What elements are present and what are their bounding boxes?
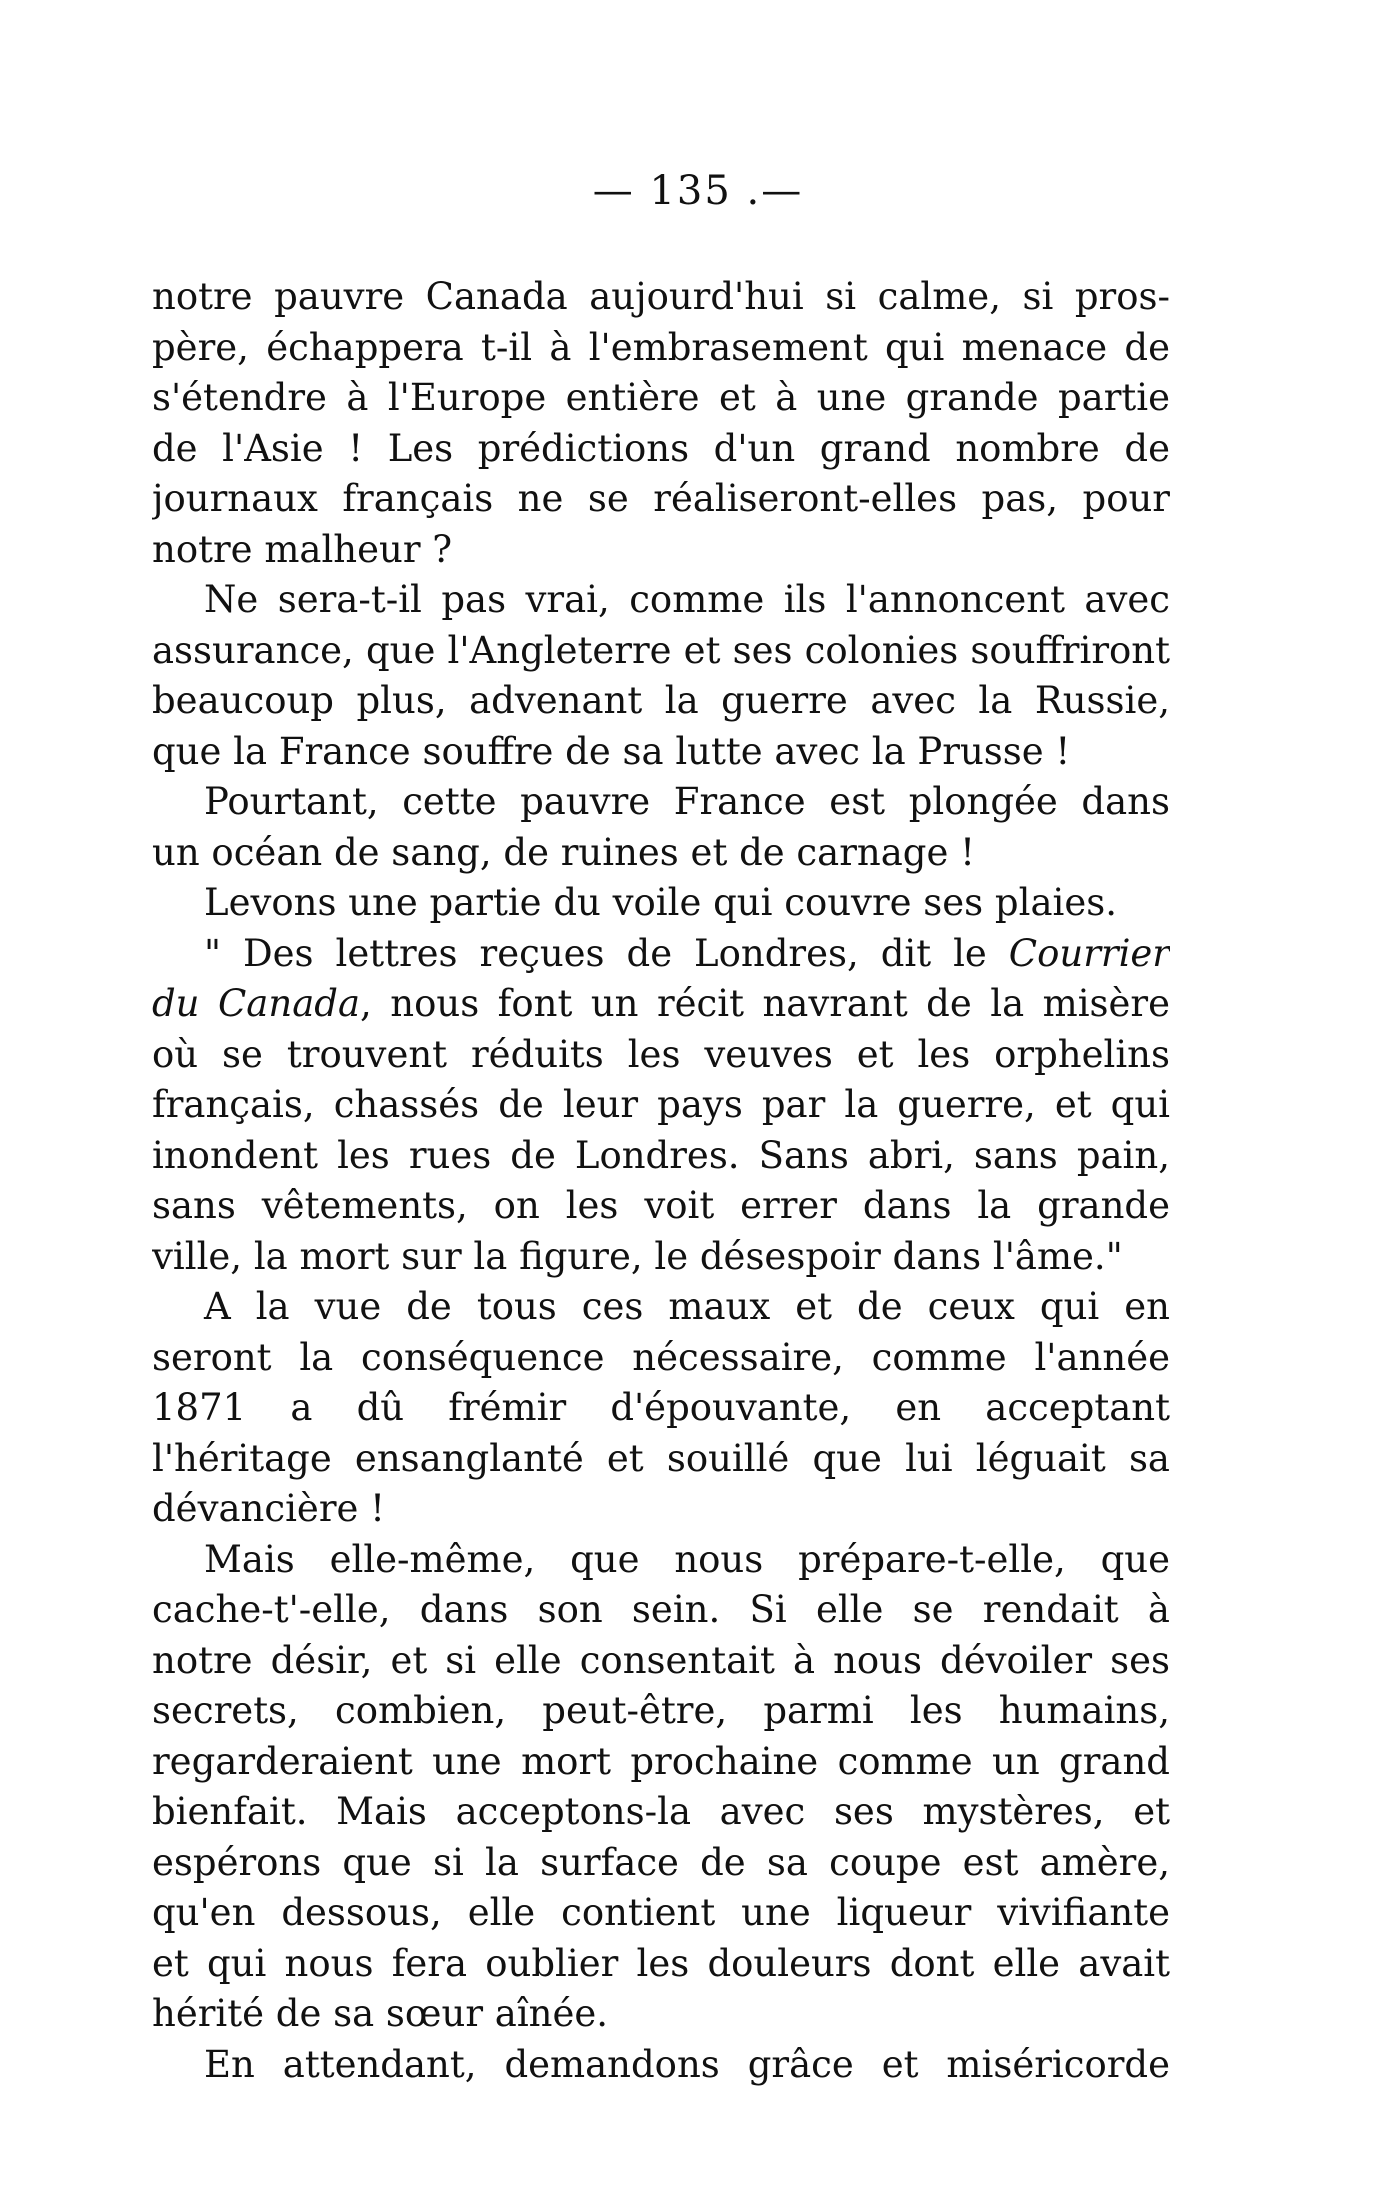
text-line: Pourtant, cette pauvre France est plongée dans [204,780,1170,823]
text-line: cache-t'-elle, dans son sein. Si elle se rendait à [152,1588,1170,1631]
text-line: sans vêtements, on les voit errer dans la grande [152,1184,1170,1227]
page-text [152,272,1170,2090]
text-line: de l'Asie ! Les prédictions d'un grand nombre de [152,426,1170,470]
text-line: du Canada, nous font un récit navrant de la misère [152,982,1170,1025]
text-line: inondent les rues de Londres. Sans abri, sans pain, [152,1133,1170,1177]
text-line: journaux français ne se réaliseront-elles pas, pour [152,477,1170,520]
text-line: espérons que si la surface de sa coupe est amère, [152,1840,1170,1884]
page-number: — 135 .— [592,168,804,214]
text-line: français, chassés de leur pays par la guerre, et qui [152,1083,1170,1126]
text-line: notre malheur ? [152,527,453,571]
text-line: s'étendre à l'Europe entière et à une grande partie [152,376,1170,419]
text-line: A la vue de tous ces maux et de ceux qui en [204,1285,1170,1328]
text-line: 1871 a dû frémir d'épouvante, en acceptant [152,1386,1170,1429]
text-line: Ne sera-t-il pas vrai, comme ils l'annoncent avec [204,578,1170,621]
text-line: qu'en dessous, elle contient une liqueur vivifiante [152,1891,1170,1934]
text-line: " Des lettres reçues de Londres, dit le Courrier [204,931,1170,975]
text-line: ville, la mort sur la figure, le désespoir dans l'âme." [152,1234,1123,1278]
text-line: secrets, combien, peut-être, parmi les humains, [152,1689,1170,1732]
text-line: et qui nous fera oublier les douleurs dont elle avait [152,1941,1170,1985]
text-line: Mais elle-même, que nous prépare-t-elle, que [204,1537,1170,1581]
text-line: notre désir, et si elle consentait à nous dévoiler ses [152,1638,1170,1682]
text-line: où se trouvent réduits les veuves et les orphelins [152,1032,1170,1076]
text-line: un océan de sang, de ruines et de carnage ! [152,830,975,874]
text-line: regarderaient une mort prochaine comme un grand [152,1739,1170,1783]
text-line: dévancière ! [152,1487,386,1530]
text-line: bienfait. Mais acceptons-la avec ses mystères, et [152,1790,1170,1833]
text-line: hérité de sa sœur aînée. [152,1992,609,2035]
text-line: l'héritage ensanglanté et souillé que lui léguait sa [152,1436,1170,1480]
text-line: beaucoup plus, advenant la guerre avec la Russie, [152,679,1170,722]
text-line: que la France souffre de sa lutte avec la Prusse ! [152,729,1071,773]
text-line: seront la conséquence nécessaire, comme l'année [152,1335,1170,1379]
text-line: En attendant, demandons grâce et miséricorde [204,2042,1170,2086]
text-line: père, échappera t-il à l'embrasement qui menace de [152,325,1170,369]
text-line: assurance, que l'Angleterre et ses colonies souffriront [152,628,1170,672]
text-line: notre pauvre Canada aujourd'hui si calme, si pros- [152,275,1170,318]
text-line: Levons une partie du voile qui couvre ses plaies. [204,881,1117,924]
